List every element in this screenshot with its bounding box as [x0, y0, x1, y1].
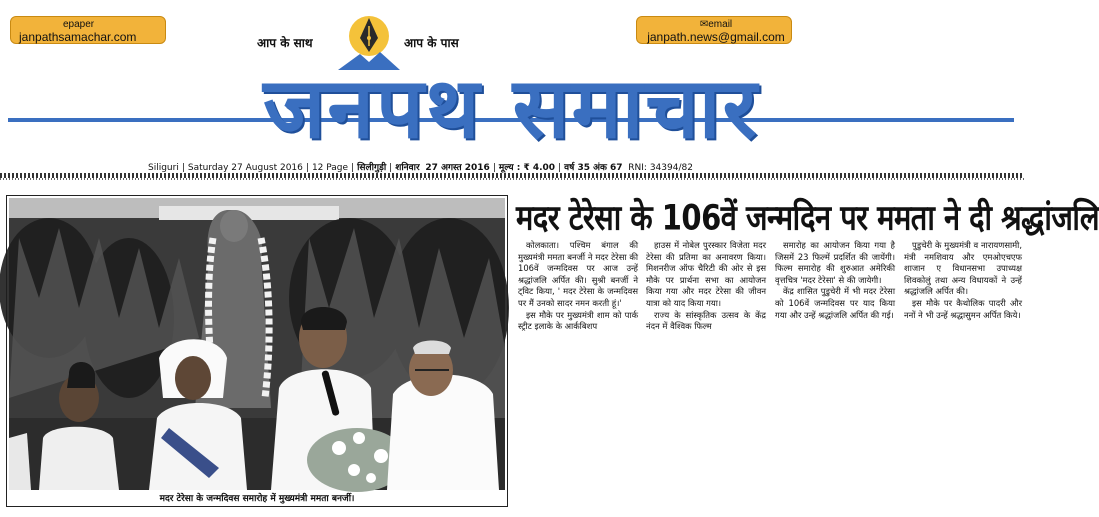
article-paragraph: पुडुचेरी के मुख्यमंत्री व नारायणसामी, मंत्री नमशिवाय और एमओएचएफ शाजान ए विधानसभा उपाध्यक्ष शिवकोलुं तथा अन्य विधायकों ने उन्हें श्रद्धांजलि अर्पित की।	[904, 240, 1022, 297]
article-paragraph: कोलकाता। पश्चिम बंगाल की मुख्यमंत्री ममता बनर्जी ने मदर टेरेसा की 106वें जन्मदिवस पर आज उन्हें श्रद्धांजलि अर्पित की। सुश्री बनर्जी ने ट्विट किया, ' मदर टेरेसा के जन्मदिवस पर मैं उनको सादर नमन करती हूं।'	[518, 240, 638, 308]
dateline-rni: RNI: 34394/82	[628, 163, 693, 173]
dateline-volume: वर्ष 35 अंक 67	[564, 163, 623, 173]
tagline-left: आप के साथ	[257, 36, 313, 50]
article-paragraph: राज्य के सांस्कृतिक उत्सव के केंद्र नंदन में वैश्विक फिल्म	[646, 309, 766, 332]
article-column-1	[518, 240, 638, 333]
article-paragraph: इस मौके पर कैथोलिक पादरी और ननों ने भी उन्हें श्रद्धासुमन अर्पित किये।	[904, 297, 1022, 320]
masthead-title: जनपथ समाचार	[263, 59, 759, 157]
article-column-4	[904, 240, 1022, 321]
article-column-2	[646, 240, 766, 333]
email-address: janpath.news@gmail.com	[647, 30, 785, 44]
dateline-city-hi: सिलीगुड़ी	[357, 163, 387, 173]
email-label: ✉email	[699, 19, 733, 30]
article-headline: मदर टेरेसा के 106वें जन्मदिन पर ममता ने दी श्रद्धांजलि	[516, 197, 1099, 238]
article-column-3	[775, 240, 895, 321]
dateline-price: मूल्य : ₹ 4.00	[498, 163, 556, 173]
article-paragraph: इस मौके पर मुख्यमंत्री शाम को पार्क स्ट्रीट इलाके के आर्कबिशप	[518, 309, 638, 332]
news-photo	[9, 198, 505, 490]
email-badge	[636, 16, 792, 44]
epaper-label: epaper	[63, 19, 95, 30]
dateline-day-hi: शनिवार	[395, 163, 420, 173]
dotted-rule-thin	[0, 178, 1024, 180]
epaper-site: janpathsamachar.com	[19, 30, 137, 44]
dateline-city: Siliguri	[148, 163, 179, 173]
news-photo-frame	[6, 195, 508, 507]
epaper-badge	[10, 16, 166, 44]
dateline-pages: 12 Page	[311, 163, 349, 173]
article-paragraph: केंद्र शासित पुडुचेरी में भी मदर टेरेसा को 106वें जन्मदिवस पर याद किया गया और उन्हें श्रद्धांजलि अर्पित की गई।	[775, 286, 895, 320]
dateline: Siliguri | Saturday 27 August 2016 | 12 Page | सिलीगुड़ी | शनिवार 27 अगस्त 2016 | मूल्य : ₹ 4.00 | वर्ष 35 अंक 67 RNI: 34394/82	[148, 163, 693, 173]
dateline-date-hi: 27 अगस्त 2016	[425, 163, 490, 173]
article-paragraph: हाउस में नोबेल पुरस्कार विजेता मदर टेरेसा की प्रतिमा का अनावरण किया। मिशनरीज ऑफ चैरिटी की ओर से इस मौके पर प्रार्थना सभा का आयोजन किया गया और मदर टेरेसा की जीवन यात्रा को याद किया गया।	[646, 240, 766, 308]
dateline-date: Saturday 27 August 2016	[187, 163, 303, 173]
article-paragraph: समारोह का आयोजन किया गया है जिसमें 23 फिल्में प्रदर्शित की जायेंगी। फिल्म समारोह की शुरुआत अमेरिकी वृत्तचित्र 'मदर टेरेसा' से की जायेगी।	[775, 240, 895, 285]
tagline-right: आप के पास	[404, 36, 459, 50]
envelope-icon: ✉	[699, 19, 709, 30]
photo-caption: मदर टेरेसा के जन्मदिवस समारोह में मुख्यमंत्री ममता बनर्जी।	[159, 494, 355, 504]
